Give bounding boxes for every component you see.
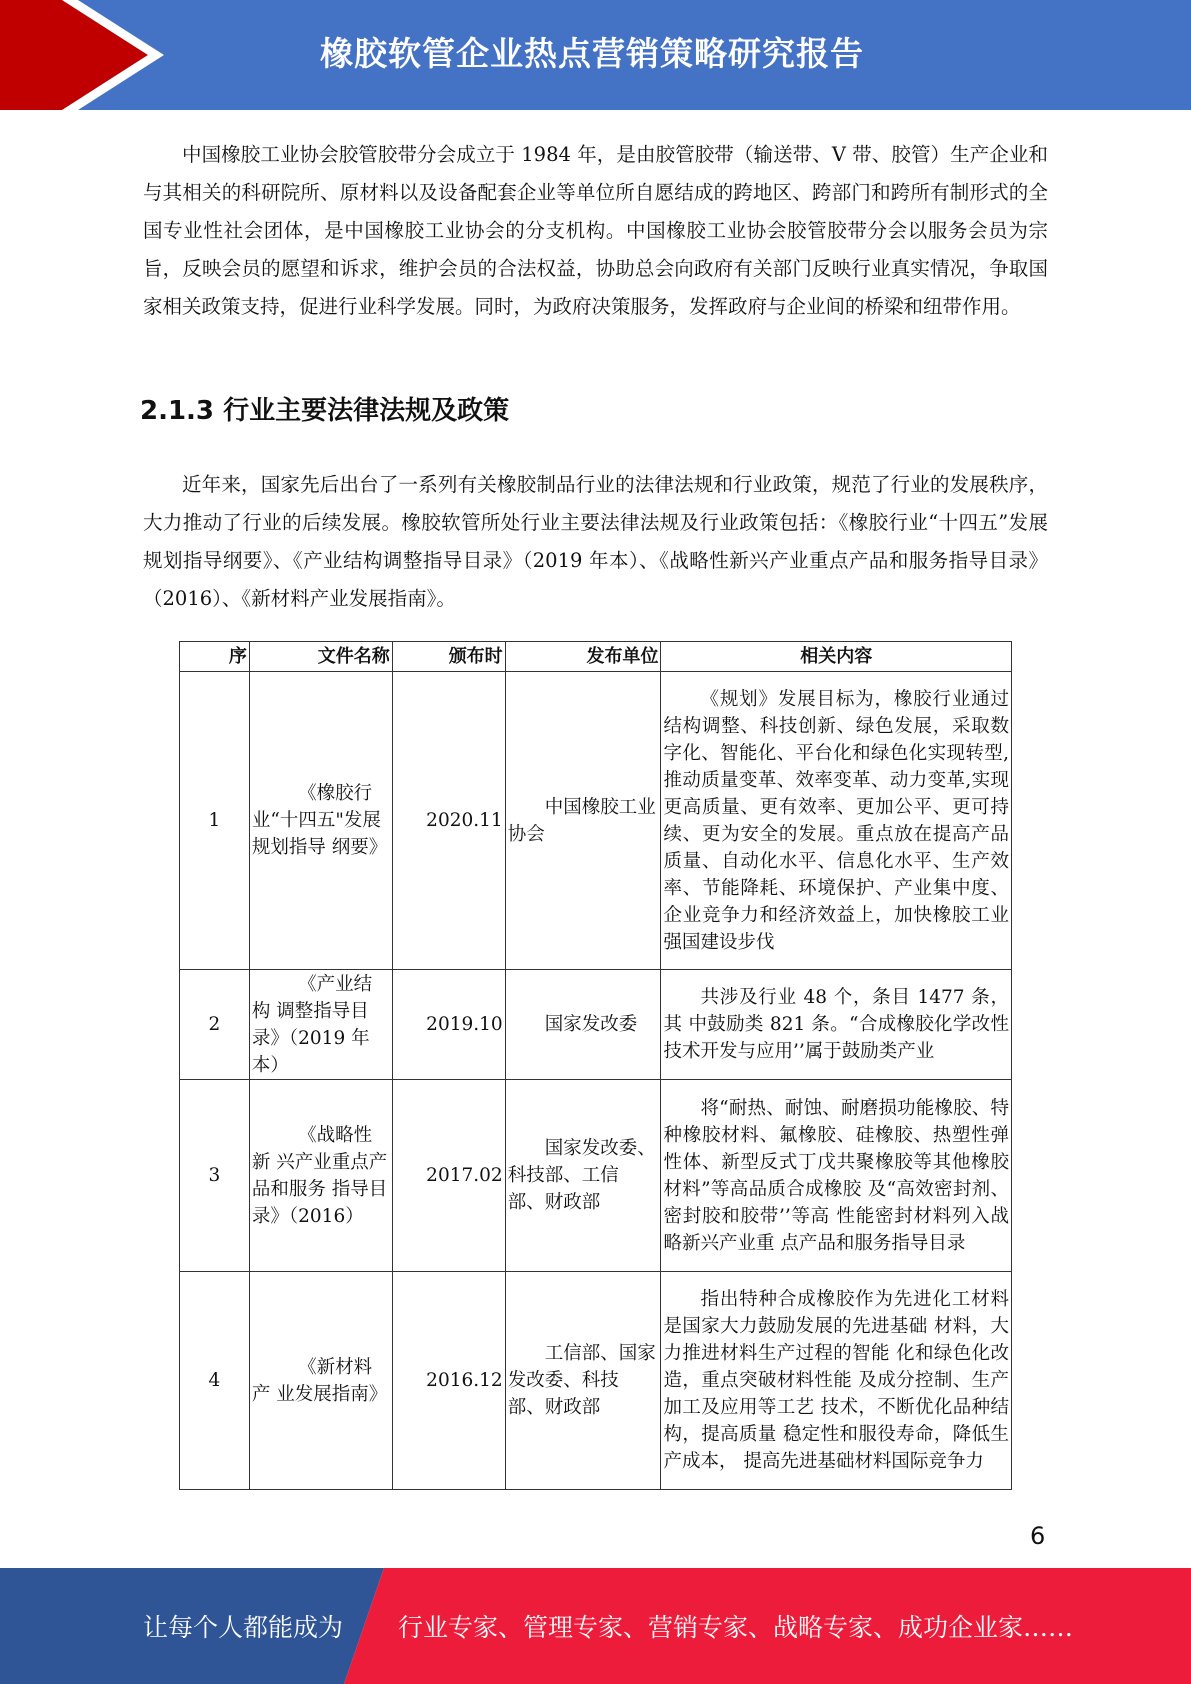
row-org: 国家发改委、科技部、工信 部、财政部 [505, 1080, 661, 1272]
row-org: 中国橡胶工业 协会 [505, 672, 661, 970]
row-content: 共涉及行业 48 个，条目 1477 条，其 中鼓励类 821 条。“合成橡胶化学改性技术开发与应用’’属于鼓励类产业 [661, 970, 1012, 1080]
row-content: 将“耐热、耐蚀、耐磨损功能橡胶、特种橡胶材料、氟橡胶、硅橡胶、热塑性弹性体、新型反式丁戊共聚橡胶等其他橡胶材料”等高品质合成橡胶 及“高效密封剂、密封胶和胶带’’等高 性能密封材料列入战略新兴产业重 点产品和服务指导目录 [661, 1080, 1012, 1272]
table-row [180, 1080, 1012, 1272]
row-date: 2019.10 [392, 970, 505, 1080]
row-no: 4 [180, 1272, 250, 1490]
row-content: 《规划》发展目标为，橡胶行业通过 结构调整、科技创新、绿色发展，采取数字化、智能化、平台化和绿色化实现转型,推动质量变革、效率变革、动力变革,实现更高质量、更有效率、更加公平、更可持续、更为安全的发展。重点放在提高产品质量、自动化水平、信息化水平、生产效率、节能降耗、环境保护、产业集中度、企业竞争力和经济效益上，加快橡胶工业强国建设步伐 [661, 672, 1012, 970]
table-header-row [180, 642, 1012, 672]
row-date: 2016.12 [392, 1272, 505, 1490]
header-content: 相关内容 [661, 642, 1012, 672]
page-header [0, 0, 1191, 110]
header-no: 序 [180, 642, 250, 672]
intro-paragraph: 中国橡胶工业协会胶管胶带分会成立于 1984 年，是由胶管胶带（输送带、V 带、胶管）生产企业和与其相关的科研院所、原材料以及设备配套企业等单位所自愿结成的跨地区、跨部门和跨所有制形式的全国专业性社会团体，是中国橡胶工业协会的分支机构。中国橡胶工业协会胶管胶带分会以服务会员为宗旨，反映会员的愿望和诉求，维护会员的合法权益，协助总会向政府有关部门反映行业真实情况，争取国家相关政策支持，促进行业科学发展。同时，为政府决策服务，发挥政府与企业间的桥梁和纽带作用。 [143, 143, 1048, 318]
policy-table [179, 641, 1012, 1490]
section-paragraph: 近年来，国家先后出台了一系列有关橡胶制品行业的法律法规和行业政策，规范了行业的发展秩序，大力推动了行业的后续发展。橡胶软管所处行业主要法律法规及行业政策包括：《橡胶行业“十四五”发展规划指导纲要》、《产业结构调整指导目录》（2019 年本）、《战略性新兴产业重点产品和服务指导目录》（2016）、《新材料产业发展指南》。 [143, 473, 1048, 610]
row-doc-name: 《产业结构 调整指导目录》（2019 年本） [249, 970, 392, 1080]
table-row [180, 1272, 1012, 1490]
row-date: 2017.02 [392, 1080, 505, 1272]
row-no: 3 [180, 1080, 250, 1272]
row-doc-name: 《橡胶行业“十四五"发展规划指导 纲要》 [249, 672, 392, 970]
header-org: 发布单位 [505, 642, 661, 672]
row-org: 工信部、国家发改委、科技 部、财政部 [505, 1272, 661, 1490]
table-row [180, 672, 1012, 970]
row-doc-name: 《新材料产 业发展指南》 [249, 1272, 392, 1490]
row-org: 国家发改委 [505, 970, 661, 1080]
table-row [180, 970, 1012, 1080]
row-no: 2 [180, 970, 250, 1080]
header-doc-name: 文件名称 [249, 642, 392, 672]
row-date: 2020.11 [392, 672, 505, 970]
header-date: 颁布时 [392, 642, 505, 672]
footer-slogan-left: 让每个人都能成为 [143, 1613, 344, 1642]
row-no: 1 [180, 672, 250, 970]
page-number: 6 [1030, 1522, 1046, 1550]
section-heading: 2.1.3 行业主要法律法规及政策 [140, 396, 510, 426]
page-footer [0, 1568, 1191, 1684]
row-doc-name: 《战略性新 兴产业重点产品和服务 指导目录》（2016） [249, 1080, 392, 1272]
report-title: 橡胶软管企业热点营销策略研究报告 [320, 34, 864, 73]
footer-slogan-right: 行业专家、管理专家、营销专家、战略专家、成功企业家…… [398, 1613, 1074, 1642]
row-content: 指出特种合成橡胶作为先进化工材料是国家大力鼓励发展的先进基础 材料，大力推进材料生产过程的智能 化和绿色化改造，重点突破材料性能 及成分控制、生产加工及应用等工艺 技术，不断优化品种结构，提高质量 稳定性和服役寿命，降低生产成本， 提高先进基础材料国际竞争力 [661, 1272, 1012, 1490]
